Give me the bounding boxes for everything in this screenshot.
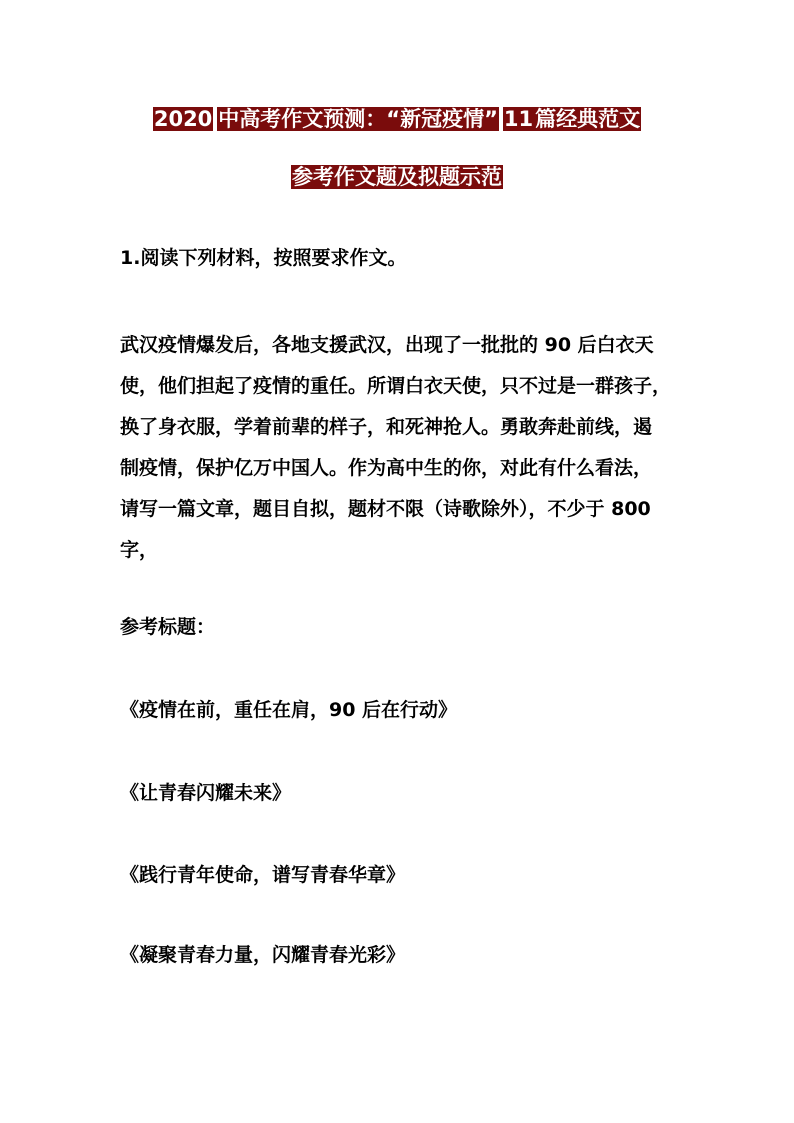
reference-title-item: 《疫情在前，重任在肩，90 后在行动》	[120, 699, 458, 721]
title-highlight-year: 2020	[153, 107, 213, 131]
document-title-line-1	[0, 103, 794, 135]
reference-title-item: 《践行青年使命，谱写青春华章》	[120, 864, 406, 886]
title-highlight-subtitle: 参考作文题及拟题示范	[292, 165, 502, 189]
material-line: 使，他们担起了疫情的重任。所谓白衣天使，只不过是一群孩子，	[120, 375, 672, 397]
material-line: 换了身衣服，学着前辈的样子，和死神抢人。勇敢奔赴前线，遏	[120, 416, 653, 438]
material-line: 字，	[120, 539, 159, 561]
reference-title-item: 《让青春闪耀未来》	[120, 782, 292, 804]
material-line: 制疫情，保护亿万中国人。作为高中生的你，对此有什么看法，	[120, 457, 653, 479]
reference-title-item: 《凝聚青春力量，闪耀青春光彩》	[120, 944, 406, 966]
reference-heading: 参考标题：	[120, 616, 216, 638]
title-highlight-count: 11	[503, 107, 534, 131]
title-highlight-essays: 篇经典范文	[535, 107, 641, 131]
material-paragraph	[120, 325, 680, 571]
question-heading: 1.阅读下列材料，按照要求作文。	[120, 247, 407, 269]
material-line: 武汉疫情爆发后，各地支援武汉，出现了一批批的 90 后白衣天	[120, 334, 654, 356]
material-line: 请写一篇文章，题目自拟，题材不限（诗歌除外），不少于 800	[120, 498, 651, 520]
document-title-line-2	[0, 161, 794, 193]
title-highlight-topic: 中高考作文预测：“新冠疫情”	[218, 107, 498, 131]
